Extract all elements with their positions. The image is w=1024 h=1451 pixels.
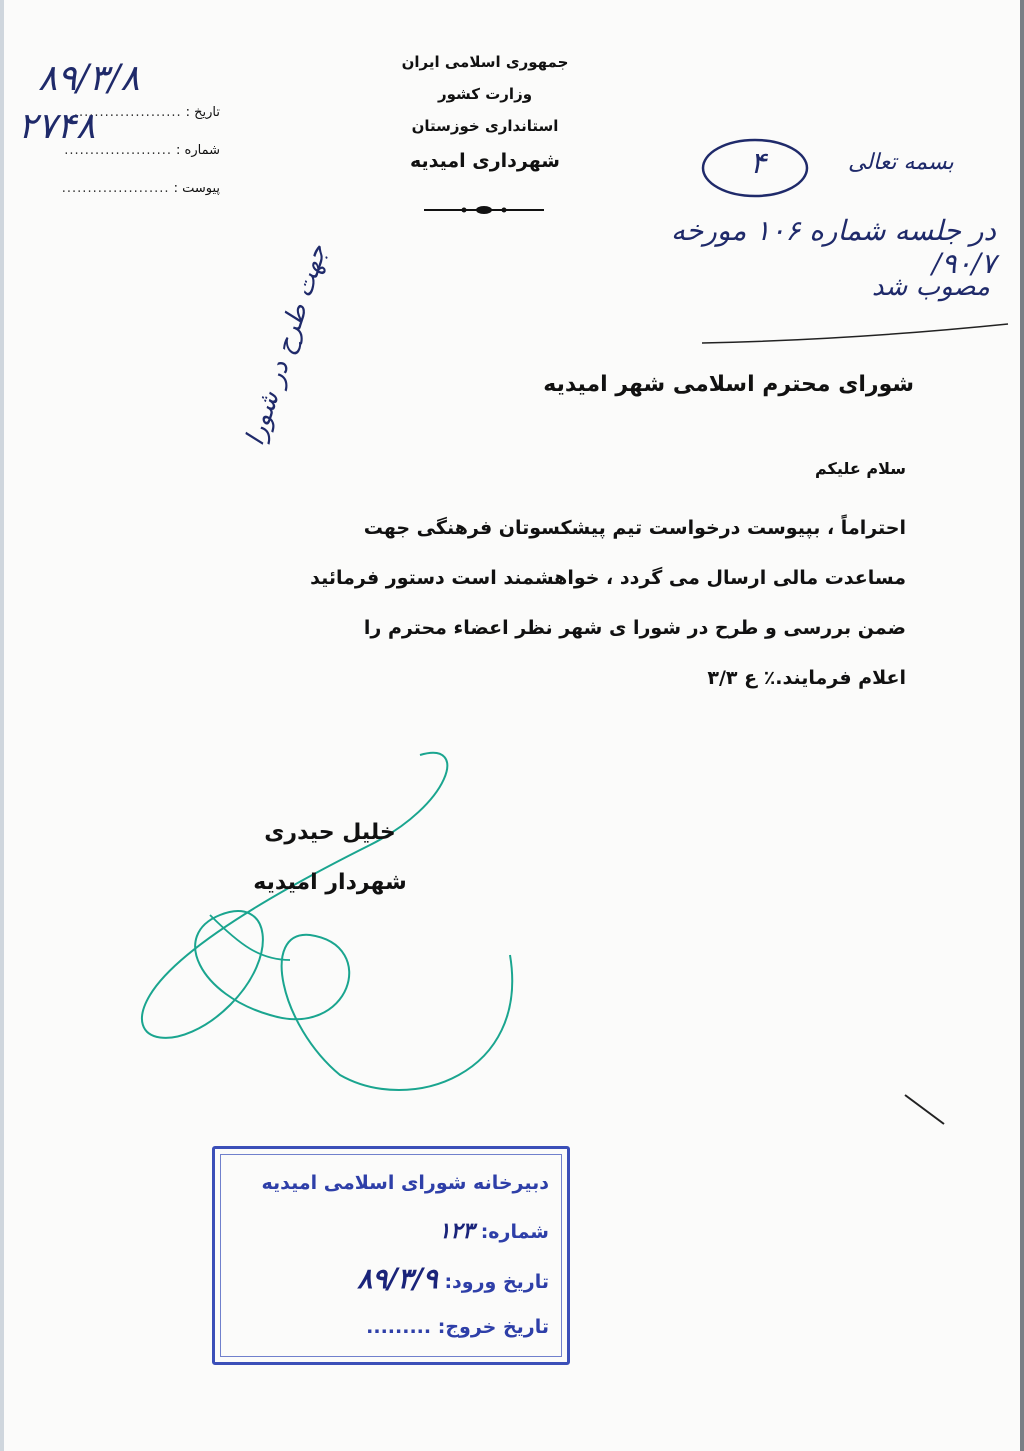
letterhead-line-1: جمهوری اسلامی ایران: [401, 53, 569, 71]
signatory-title: شهردار امیدیه: [253, 870, 407, 895]
body-line-1: احتراماً ، بپیوست درخواست تیم پیشکسوتان فرهنگی جهت: [363, 517, 906, 539]
stamp-exit-value: .........: [366, 1316, 432, 1338]
receipt-stamp: [212, 1146, 570, 1365]
handwritten-date: ۸۹/۳/۸: [38, 58, 140, 99]
letterhead-ornament: [424, 203, 544, 217]
handwritten-number: ۲۷۴۸: [18, 106, 96, 147]
letterhead: [380, 46, 590, 180]
handwritten-underline: [700, 318, 1012, 348]
attachment-row: [60, 158, 220, 196]
letterhead-municipality: شهرداری امیدیه: [410, 150, 560, 172]
letter-body: [116, 503, 906, 703]
handwritten-note-line-2: مصوب شد: [871, 272, 990, 302]
stamp-exit-label: تاریخ خروج:: [437, 1316, 549, 1338]
stamp-number-label: شماره:: [480, 1221, 549, 1243]
stamp-title: دبیرخانه شورای اسلامی امیدیه: [261, 1172, 549, 1194]
date-label: تاریخ :: [185, 105, 220, 120]
stamp-exit-row: [366, 1303, 549, 1351]
stamp-entry-row: [357, 1255, 549, 1303]
left-page-edge: [0, 0, 4, 1451]
greeting: سلام علیکم: [814, 459, 906, 478]
stamp-entry-label: تاریخ ورود:: [444, 1271, 549, 1293]
handwritten-margin-note: جهت طرح در شورا: [240, 240, 334, 450]
number-dots: .....................: [64, 143, 173, 158]
body-line-3: ضمن بررسی و طرح در شورا ی شهر نظر اعضاء محترم را: [363, 617, 906, 639]
stamp-entry-value: ۸۹/۳/۹: [357, 1262, 438, 1295]
letterhead-line-2: وزارت کشور: [437, 85, 533, 103]
number-label: شماره :: [176, 143, 220, 158]
circled-number: ۴: [749, 146, 767, 181]
body-line-4: اعلام فرمایند.٪ ع ۳/۳: [707, 667, 906, 689]
signatory-name: خلیل حیدری: [264, 820, 396, 845]
handwritten-bismillah: بسمه تعالی: [848, 150, 954, 175]
attachment-dots: .....................: [61, 181, 170, 196]
stamp-number-value: ۱۲۳: [438, 1218, 475, 1244]
stamp-number-row: [439, 1207, 549, 1255]
signature-block: [215, 808, 445, 908]
date-dots: .....................: [73, 105, 182, 120]
letterhead-line-3: استانداری خوزستان: [411, 117, 559, 135]
attachment-label: پیوست :: [173, 181, 220, 196]
right-page-edge: [1020, 0, 1024, 1451]
signature-scribble: [110, 745, 530, 1095]
addressee: شورای محترم اسلامی شهر امیدیه: [543, 372, 914, 397]
stray-pen-mark: [900, 1090, 950, 1130]
body-line-2: مساعدت مالی ارسال می گردد ، خواهشمند است دستور فرمائید: [310, 567, 906, 589]
handwritten-note-line-1: در جلسه شماره ۱۰۶ مورخه ۹۰/۷/: [671, 214, 996, 280]
